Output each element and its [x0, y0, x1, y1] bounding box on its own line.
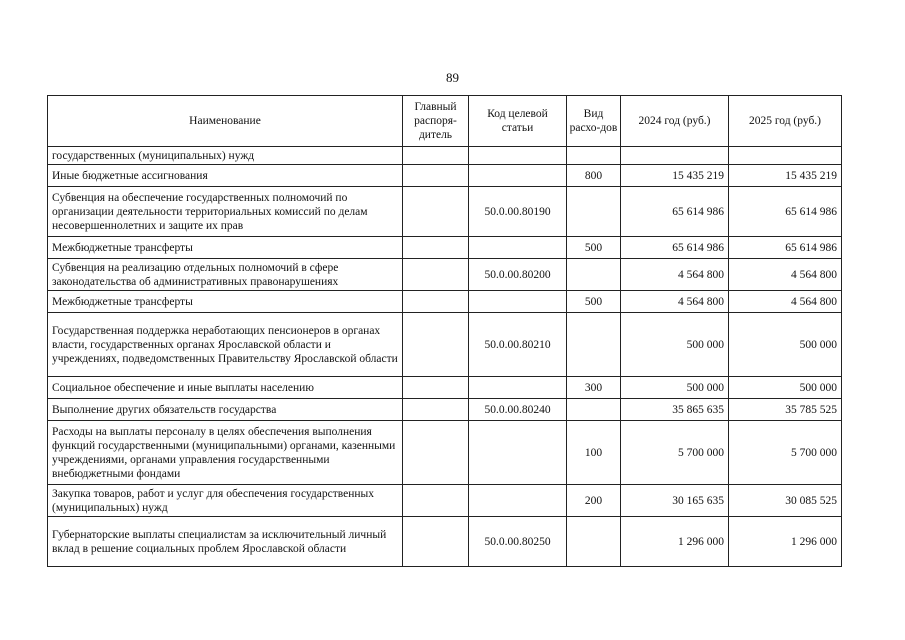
- cell-expense-type: 300: [567, 377, 621, 399]
- cell-code: [469, 147, 567, 165]
- cell-code: [469, 421, 567, 485]
- cell-code: [469, 165, 567, 187]
- cell-2025: 5 700 000: [729, 421, 842, 485]
- cell-manager: [403, 399, 469, 421]
- table-body: [48, 147, 842, 567]
- cell-2024: 4 564 800: [621, 291, 729, 313]
- cell-expense-type: [567, 187, 621, 237]
- table-row: [48, 399, 842, 421]
- cell-name: Межбюджетные трансферты: [48, 237, 403, 259]
- cell-manager: [403, 485, 469, 517]
- cell-expense-type: [567, 259, 621, 291]
- header-manager: Главный распоря-дитель: [403, 96, 469, 147]
- cell-expense-type: 100: [567, 421, 621, 485]
- cell-code: [469, 237, 567, 259]
- cell-code: 50.0.00.80240: [469, 399, 567, 421]
- cell-manager: [403, 517, 469, 567]
- cell-2025: 4 564 800: [729, 259, 842, 291]
- cell-2024: 500 000: [621, 377, 729, 399]
- header-expense-type: Вид расхо-дов: [567, 96, 621, 147]
- cell-expense-type: [567, 147, 621, 165]
- budget-table: [47, 95, 842, 567]
- cell-manager: [403, 313, 469, 377]
- cell-manager: [403, 259, 469, 291]
- cell-code: [469, 291, 567, 313]
- cell-2025: 65 614 986: [729, 237, 842, 259]
- header-2025: 2025 год (руб.): [729, 96, 842, 147]
- cell-2024: 4 564 800: [621, 259, 729, 291]
- table-row: [48, 237, 842, 259]
- page-number: 89: [446, 70, 459, 85]
- cell-code: [469, 377, 567, 399]
- table-row: [48, 313, 842, 377]
- cell-2024: 500 000: [621, 313, 729, 377]
- cell-2025: [729, 147, 842, 165]
- cell-name: Закупка товаров, работ и услуг для обеспечения государственных (муниципальных) нужд: [48, 485, 403, 517]
- cell-2024: 35 865 635: [621, 399, 729, 421]
- table-header-row: [48, 96, 842, 147]
- cell-2024: 1 296 000: [621, 517, 729, 567]
- cell-manager: [403, 165, 469, 187]
- cell-name: государственных (муниципальных) нужд: [48, 147, 403, 165]
- cell-2025: 65 614 986: [729, 187, 842, 237]
- cell-expense-type: 500: [567, 291, 621, 313]
- cell-2025: 35 785 525: [729, 399, 842, 421]
- cell-manager: [403, 237, 469, 259]
- cell-2025: 30 085 525: [729, 485, 842, 517]
- table-row: [48, 147, 842, 165]
- cell-name: Расходы на выплаты персоналу в целях обеспечения выполнения функций государственными (муниципальными) органами, казенными учреждениями, органами управления государственными внебюджетными фондами: [48, 421, 403, 485]
- cell-code: 50.0.00.80200: [469, 259, 567, 291]
- table-row: [48, 165, 842, 187]
- cell-manager: [403, 377, 469, 399]
- cell-expense-type: [567, 399, 621, 421]
- cell-expense-type: [567, 313, 621, 377]
- header-2024: 2024 год (руб.): [621, 96, 729, 147]
- table-row: [48, 259, 842, 291]
- cell-code: 50.0.00.80190: [469, 187, 567, 237]
- cell-manager: [403, 147, 469, 165]
- cell-2025: 4 564 800: [729, 291, 842, 313]
- cell-manager: [403, 421, 469, 485]
- header-code: Код целевой статьи: [469, 96, 567, 147]
- cell-manager: [403, 187, 469, 237]
- header-name: Наименование: [48, 96, 403, 147]
- cell-2024: 5 700 000: [621, 421, 729, 485]
- table-row: [48, 421, 842, 485]
- cell-name: Межбюджетные трансферты: [48, 291, 403, 313]
- cell-name: Губернаторские выплаты специалистам за исключительный личный вклад в решение социальных проблем Ярославской области: [48, 517, 403, 567]
- cell-manager: [403, 291, 469, 313]
- cell-expense-type: 500: [567, 237, 621, 259]
- cell-2025: 15 435 219: [729, 165, 842, 187]
- table-row: [48, 377, 842, 399]
- cell-code: 50.0.00.80210: [469, 313, 567, 377]
- cell-name: Иные бюджетные ассигнования: [48, 165, 403, 187]
- table-row: [48, 517, 842, 567]
- cell-code: [469, 485, 567, 517]
- table-row: [48, 485, 842, 517]
- cell-name: Субвенция на реализацию отдельных полномочий в сфере законодательства об административных правонарушениях: [48, 259, 403, 291]
- cell-2025: 500 000: [729, 377, 842, 399]
- cell-2024: [621, 147, 729, 165]
- cell-name: Субвенция на обеспечение государственных полномочий по организации деятельности территориальных комиссий по делам несовершеннолетних и защите их прав: [48, 187, 403, 237]
- cell-2025: 500 000: [729, 313, 842, 377]
- cell-expense-type: 200: [567, 485, 621, 517]
- cell-name: Социальное обеспечение и иные выплаты населению: [48, 377, 403, 399]
- cell-2024: 30 165 635: [621, 485, 729, 517]
- table-row: [48, 291, 842, 313]
- cell-2024: 65 614 986: [621, 237, 729, 259]
- cell-2024: 65 614 986: [621, 187, 729, 237]
- cell-2024: 15 435 219: [621, 165, 729, 187]
- cell-expense-type: [567, 517, 621, 567]
- cell-name: Выполнение других обязательств государства: [48, 399, 403, 421]
- cell-2025: 1 296 000: [729, 517, 842, 567]
- cell-name: Государственная поддержка неработающих пенсионеров в органах власти, государственных органах Ярославской области и учреждениях, подведомственных Правительству Ярославской области: [48, 313, 403, 377]
- cell-code: 50.0.00.80250: [469, 517, 567, 567]
- cell-expense-type: 800: [567, 165, 621, 187]
- table-row: [48, 187, 842, 237]
